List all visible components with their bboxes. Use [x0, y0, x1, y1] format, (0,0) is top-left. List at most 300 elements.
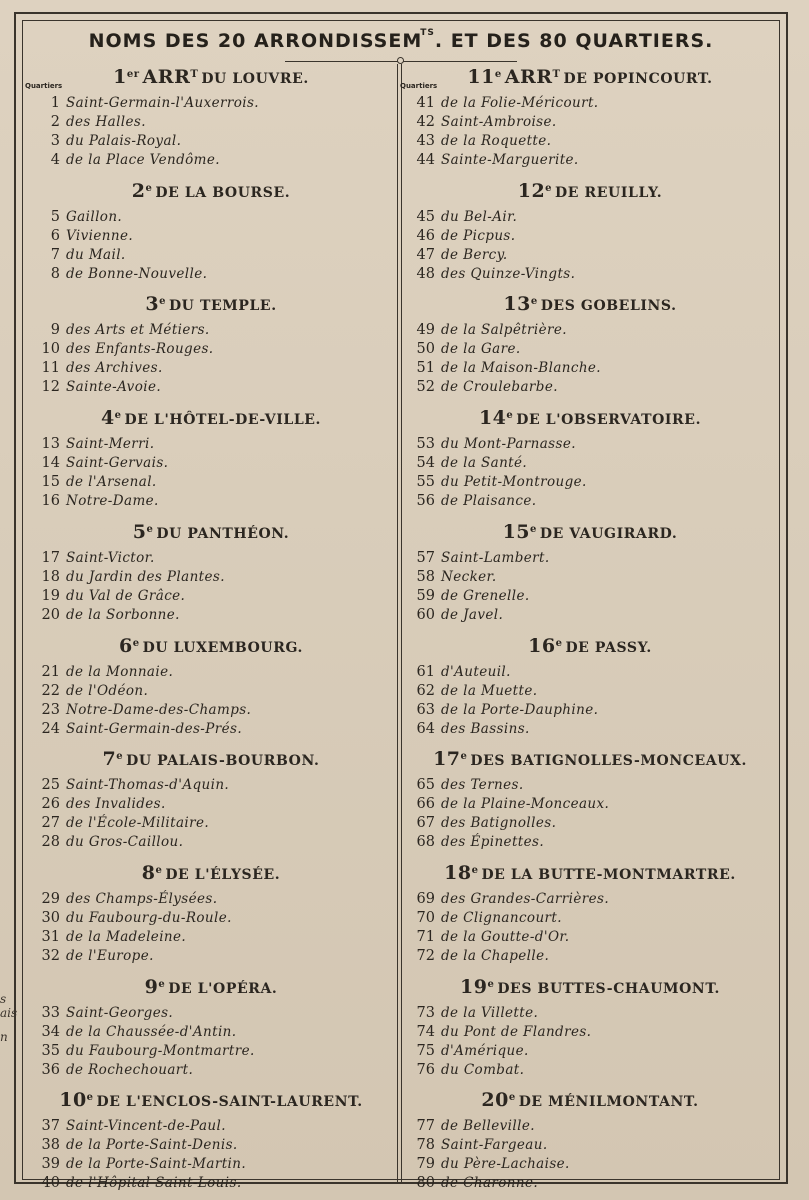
quartier-name: de la Porte-Saint-Denis.	[66, 1137, 238, 1154]
quartier-name: du Père-Lachaise.	[441, 1156, 570, 1173]
quartier-row	[405, 492, 775, 511]
arrondissement-name: DU TEMPLE.	[168, 298, 277, 315]
quartier-name: des Champs-Élysées.	[66, 890, 218, 907]
quartier-row	[30, 265, 392, 284]
quartier-number: 2	[50, 114, 60, 130]
arrondissement-heading	[405, 180, 775, 202]
arrondissement-name: DU LUXEMBOURG.	[142, 639, 303, 656]
quartier-number: 19	[41, 587, 60, 604]
quartier-name: Saint-Ambroise.	[441, 114, 557, 130]
arrondissement-block	[30, 635, 392, 745]
quartier-list	[30, 208, 392, 284]
quartier-row	[30, 227, 392, 246]
arrondissement-heading	[30, 407, 392, 429]
quartier-list	[30, 94, 392, 170]
arrondissement-ordinal: e	[155, 864, 163, 876]
title-sup: TS	[420, 28, 435, 38]
quartier-name: de la Muette.	[441, 682, 538, 699]
quartier-list	[405, 435, 775, 511]
quartier-number: 77	[416, 1118, 435, 1135]
quartier-number: 63	[416, 701, 435, 718]
quartier-number: 22	[41, 682, 60, 699]
quartier-name: de Picpus.	[441, 227, 516, 244]
quartier-list	[405, 890, 775, 966]
quartier-row	[405, 663, 775, 682]
quartier-list	[405, 94, 775, 170]
quartier-number: 46	[416, 227, 435, 244]
quartier-number: 5	[50, 208, 60, 225]
quartier-row	[405, 776, 775, 795]
arrondissement-block	[30, 748, 392, 858]
arrondissement-name: DE L'ENCLOS-SAINT-LAURENT.	[96, 1094, 363, 1111]
column-divider	[397, 64, 402, 1184]
quartier-name: des Arts et Métiers.	[66, 322, 210, 339]
quartier-name: du Combat.	[441, 1061, 525, 1078]
quartier-name: Saint-Thomas-d'Aquin.	[66, 777, 230, 794]
arrondissement-heading	[405, 976, 775, 998]
quartier-name: Notre-Dame-des-Champs.	[66, 701, 252, 718]
arrondissement-ordinal: e	[114, 410, 122, 422]
arrondissement-number: 11	[467, 66, 495, 88]
arrondissement-heading	[405, 862, 775, 884]
quartier-row	[405, 246, 775, 265]
quartier-row	[30, 928, 392, 947]
quartier-row	[405, 701, 775, 720]
quartier-row	[405, 720, 775, 739]
quartier-name: de la Villette.	[441, 1004, 539, 1021]
quartier-list	[30, 435, 392, 511]
arrondissement-heading	[405, 521, 775, 543]
quartier-name: de la Chapelle.	[441, 947, 550, 964]
arrondissement-heading	[405, 407, 775, 429]
quartier-name: des Batignolles.	[441, 815, 557, 832]
quartier-number: 37	[41, 1118, 60, 1135]
quartier-name: de Rochechouart.	[66, 1061, 194, 1078]
quartier-row	[405, 814, 775, 833]
quartier-number: 51	[416, 360, 435, 377]
quartier-number: 29	[41, 890, 60, 907]
arrondissement-ordinal: e	[471, 864, 479, 876]
quartier-number: 12	[41, 379, 60, 396]
quartier-name: de Bercy.	[441, 246, 508, 263]
quartier-number: 52	[416, 379, 435, 396]
quartier-row	[405, 265, 775, 284]
quartier-row	[30, 1042, 392, 1061]
arrondissement-ordinal: e	[460, 751, 468, 763]
quartier-name: de Clignancourt.	[441, 909, 562, 926]
quartier-row	[405, 568, 775, 587]
arrondissement-block	[30, 862, 392, 972]
quartier-row	[30, 1004, 392, 1023]
arrondissement-heading	[30, 862, 392, 884]
arrondissement-name: DE LA BUTTE-MONTMARTRE.	[481, 866, 736, 883]
quartier-number: 69	[416, 890, 435, 907]
quartier-name: Saint-Vincent-de-Paul.	[66, 1118, 226, 1135]
quartier-row	[405, 1155, 775, 1174]
quartier-name: du Gros-Caillou.	[66, 834, 184, 851]
arrondissement-ordinal: e	[494, 69, 502, 80]
arrondissement-name: DE L'OPÉRA.	[168, 980, 278, 997]
arrondissement-number: 10	[59, 1089, 87, 1112]
quartier-row	[405, 1004, 775, 1023]
arrondissement-heading	[405, 66, 775, 88]
arrondissement-block	[30, 976, 392, 1086]
quartier-name: du Pont de Flandres.	[441, 1023, 592, 1040]
quartier-name: du Faubourg-du-Roule.	[66, 909, 232, 926]
quartier-number: 44	[416, 152, 435, 168]
quartier-name: des Invalides.	[66, 796, 166, 813]
quartier-row	[30, 151, 392, 170]
quartier-number: 18	[41, 568, 60, 585]
page-title	[22, 28, 780, 52]
quartier-name: de la Porte-Dauphine.	[441, 701, 599, 718]
quartier-name: des Halles.	[66, 114, 146, 130]
quartier-number: 67	[416, 815, 435, 832]
quartier-number: 49	[416, 322, 435, 339]
arrondissement-heading	[30, 293, 392, 315]
quartier-number: 53	[416, 436, 435, 453]
quartier-number: 28	[41, 834, 60, 851]
quartier-number: 68	[416, 834, 435, 851]
margin-fragment-2: ais	[0, 1006, 18, 1020]
arrondissement-name: DE LA BOURSE.	[155, 184, 291, 201]
arrondissement-block	[25, 66, 392, 176]
quartier-number: 4	[50, 152, 60, 168]
quartier-number: 35	[41, 1042, 60, 1059]
quartier-row	[30, 1061, 392, 1080]
arrondissement-block	[30, 407, 392, 517]
quartier-number: 24	[41, 720, 60, 737]
quartier-row	[405, 1117, 775, 1136]
arrondissement-number: 2	[131, 179, 146, 202]
quartier-number: 80	[416, 1175, 435, 1192]
quartier-row	[405, 947, 775, 966]
arrondissement-heading	[30, 635, 392, 657]
quartier-number: 61	[416, 663, 435, 680]
quartier-number: 8	[50, 265, 60, 282]
arrondissement-heading	[405, 635, 775, 657]
quartier-number: 72	[416, 947, 435, 964]
quartier-list	[30, 776, 392, 852]
arrondissement-block	[30, 1089, 392, 1199]
quartier-number: 58	[416, 568, 435, 585]
quartier-name: de la Maison-Blanche.	[441, 360, 601, 377]
quartier-row	[30, 947, 392, 966]
arrondissement-number: 19	[459, 975, 488, 998]
quartier-number: 73	[416, 1004, 435, 1021]
arrondissement-name: DU PANTHÉON.	[156, 525, 290, 542]
arrondissement-name: DU PALAIS-BOURBON.	[126, 753, 320, 770]
quartier-row	[30, 473, 392, 492]
quartier-name: d'Amérique.	[441, 1042, 529, 1059]
arrondissement-name: DES GOBELINS.	[540, 298, 677, 315]
quartier-row	[405, 1023, 775, 1042]
quartier-row	[405, 833, 775, 852]
quartier-name: de Belleville.	[441, 1118, 535, 1135]
quartier-number: 59	[416, 587, 435, 604]
margin-fragment-3: n	[0, 1030, 8, 1044]
quartier-row	[405, 549, 775, 568]
quartier-name: de l'Europe.	[66, 947, 154, 964]
quartier-name: du Bel-Air.	[441, 208, 518, 225]
quartier-row	[30, 94, 392, 113]
quartier-row	[405, 928, 775, 947]
arrondissement-number: 20	[481, 1089, 509, 1112]
arrondissement-number: 7	[102, 748, 117, 771]
arrondissement-heading	[30, 180, 392, 202]
quartier-name: Sainte-Marguerite.	[441, 152, 579, 168]
quartier-number: 30	[41, 909, 60, 926]
quartier-name: Saint-Lambert.	[441, 549, 550, 566]
quartier-name: du Palais-Royal.	[66, 133, 182, 149]
arrondissement-ordinal: e	[555, 637, 563, 649]
quartier-row	[405, 151, 775, 170]
arrondissement-name: DES BUTTES-CHAUMONT.	[497, 980, 721, 997]
quartier-row	[405, 340, 775, 359]
quartier-name: de l'Odéon.	[66, 682, 149, 699]
quartiers-label: Quartiers	[400, 82, 438, 90]
arrondissement-block	[30, 521, 392, 631]
quartier-name: Saint-Gervais.	[66, 455, 169, 472]
quartier-row	[30, 682, 392, 701]
quartier-row	[30, 208, 392, 227]
arrondissement-block	[405, 293, 775, 403]
quartier-number: 10	[41, 341, 60, 358]
arrondissement-number: 14	[478, 407, 507, 430]
arrondissement-heading	[405, 1089, 775, 1111]
quartier-row	[30, 1023, 392, 1042]
arrondissement-abbrev-sup: T	[552, 69, 561, 80]
quartier-name: de Plaisance.	[441, 493, 537, 510]
quartier-row	[30, 890, 392, 909]
quartier-name: des Épinettes.	[441, 834, 545, 851]
quartier-number: 3	[50, 133, 60, 149]
quartier-list	[405, 208, 775, 284]
quartier-number: 78	[416, 1137, 435, 1154]
arrondissement-heading	[30, 748, 392, 770]
quartier-number: 6	[50, 227, 60, 244]
quartier-number: 13	[41, 436, 60, 453]
quartier-list	[30, 549, 392, 625]
arrondissement-block	[405, 976, 775, 1086]
quartier-name: des Archives.	[66, 360, 163, 377]
quartier-row	[405, 378, 775, 397]
arrondissement-abbrev-sup: T	[190, 69, 199, 80]
quartier-row	[30, 340, 392, 359]
quartier-number: 57	[416, 549, 435, 566]
quartier-name: des Bassins.	[441, 720, 530, 737]
quartiers-label: Quartiers	[25, 82, 63, 90]
arrondissement-number: 4	[100, 407, 115, 430]
quartier-number: 48	[416, 265, 435, 282]
quartier-name: des Grandes-Carrières.	[441, 890, 610, 907]
arrondissement-number: 18	[444, 861, 472, 884]
arrondissement-ordinal: e	[146, 523, 154, 535]
arrondissement-number: 15	[502, 520, 531, 543]
quartier-number: 76	[416, 1061, 435, 1078]
quartier-name: de Grenelle.	[441, 587, 530, 604]
quartier-row	[30, 246, 392, 265]
arrondissement-name: DE REUILLY.	[555, 184, 663, 201]
quartier-name: Necker.	[441, 568, 497, 585]
quartier-number: 16	[41, 493, 60, 510]
quartier-list	[30, 890, 392, 966]
quartier-row	[30, 587, 392, 606]
quartier-row	[405, 208, 775, 227]
arrondissement-heading	[30, 1089, 392, 1111]
quartier-row	[405, 473, 775, 492]
quartier-row	[405, 94, 775, 113]
quartier-list	[30, 1117, 392, 1193]
quartier-row	[405, 227, 775, 246]
arrondissement-number: 17	[433, 748, 461, 771]
quartier-name: de Javel.	[441, 606, 504, 623]
quartier-number: 47	[416, 246, 435, 263]
arrondissement-number: 5	[132, 520, 147, 543]
arrondissement-ordinal: e	[508, 1092, 516, 1104]
arrondissement-ordinal: e	[159, 296, 166, 308]
quartier-row	[30, 1136, 392, 1155]
arrondissement-ordinal: e	[86, 1092, 94, 1104]
quartier-number: 15	[41, 474, 60, 491]
quartier-row	[30, 568, 392, 587]
quartier-name: de l'Arsenal.	[66, 474, 157, 491]
quartier-name: de la Porte-Saint-Martin.	[66, 1156, 247, 1173]
arrondissement-block	[405, 407, 775, 517]
quartier-list	[405, 549, 775, 625]
quartier-row	[405, 454, 775, 473]
arrondissement-ordinal: e	[158, 978, 166, 990]
arrondissement-number: 6	[118, 634, 133, 657]
quartier-name: de Bonne-Nouvelle.	[66, 265, 208, 282]
arrondissement-name: DU LOUVRE.	[201, 71, 309, 87]
quartier-row	[405, 1061, 775, 1080]
quartier-name: Saint-Georges.	[66, 1004, 174, 1021]
quartier-number: 17	[41, 549, 60, 566]
arrondissement-heading	[405, 293, 775, 315]
arrondissement-name: DE L'OBSERVATOIRE.	[516, 412, 702, 429]
quartier-name: des Quinze-Vingts.	[441, 265, 576, 282]
arrondissement-name: DES BATIGNOLLES-MONCEAUX.	[470, 753, 747, 770]
quartier-row	[405, 132, 775, 151]
quartier-row	[405, 587, 775, 606]
quartier-name: de la Gare.	[441, 341, 521, 358]
quartier-row	[405, 909, 775, 928]
quartier-number: 21	[41, 663, 60, 680]
quartier-row	[30, 359, 392, 378]
arrondissement-ordinal: e	[530, 296, 538, 308]
arrondissement-ordinal: e	[132, 637, 140, 649]
quartier-row	[30, 701, 392, 720]
arrondissement-number: 16	[528, 634, 556, 657]
quartier-row	[30, 113, 392, 132]
quartier-list	[405, 1004, 775, 1080]
quartier-number: 20	[41, 606, 60, 623]
quartier-number: 41	[416, 95, 435, 111]
arrondissement-block	[400, 66, 775, 176]
quartier-name: Notre-Dame.	[66, 493, 159, 510]
quartier-name: Gaillon.	[66, 208, 123, 225]
quartier-name: Vivienne.	[66, 227, 134, 244]
quartier-name: Saint-Germain-des-Prés.	[66, 720, 243, 737]
quartier-row	[405, 113, 775, 132]
quartier-row	[30, 378, 392, 397]
arrondissement-name: DE L'ÉLYSÉE.	[165, 866, 281, 883]
quartier-number: 25	[41, 777, 60, 794]
quartier-row	[405, 359, 775, 378]
quartier-number: 9	[50, 322, 60, 339]
quartier-number: 40	[41, 1175, 60, 1192]
arrondissement-ordinal: e	[116, 751, 124, 763]
margin-fragment-1: s	[0, 992, 7, 1006]
quartier-number: 45	[416, 208, 435, 225]
quartier-row	[30, 814, 392, 833]
arrondissement-name: DE VAUGIRARD.	[539, 525, 678, 542]
arrondissement-name: DE PASSY.	[565, 639, 652, 656]
quartier-row	[30, 454, 392, 473]
quartier-row	[405, 321, 775, 340]
quartier-name: de l'Hôpital Saint-Louis.	[66, 1175, 242, 1192]
arrondissement-block	[405, 1089, 775, 1199]
arrondissement-ordinal: e	[545, 182, 553, 194]
quartier-row	[30, 663, 392, 682]
quartier-name: Saint-Fargeau.	[441, 1137, 548, 1154]
quartier-list	[405, 321, 775, 397]
arrondissement-block	[405, 862, 775, 972]
quartier-name: Saint-Victor.	[66, 549, 155, 566]
quartier-list	[405, 1117, 775, 1193]
quartier-row	[30, 1117, 392, 1136]
quartier-name: de la Place Vendôme.	[66, 152, 220, 168]
arrondissement-number: 1	[113, 66, 127, 88]
quartier-number: 66	[416, 796, 435, 813]
arrondissement-block	[405, 748, 775, 858]
quartier-name: de la Sorbonne.	[66, 606, 180, 623]
quartier-number: 50	[416, 341, 435, 358]
arrondissement-ordinal: er	[126, 69, 140, 80]
arrondissement-number: 13	[503, 293, 531, 316]
arrondissement-block	[405, 180, 775, 290]
arrondissement-heading	[30, 976, 392, 998]
quartier-row	[405, 435, 775, 454]
arrondissement-number: 9	[144, 975, 159, 998]
arrondissement-ordinal: e	[530, 523, 537, 535]
quartier-row	[30, 549, 392, 568]
quartier-name: de la Roquette.	[441, 133, 552, 149]
quartier-row	[30, 833, 392, 852]
quartier-number: 1	[50, 95, 60, 111]
quartier-number: 71	[416, 928, 435, 945]
title-ornament-icon	[397, 57, 404, 64]
arrondissement-heading	[30, 521, 392, 543]
quartier-number: 55	[416, 474, 435, 491]
quartier-number: 60	[416, 606, 435, 623]
quartier-number: 11	[41, 360, 60, 377]
quartier-name: du Jardin des Plantes.	[66, 568, 225, 585]
arrondissement-block	[405, 635, 775, 745]
quartier-row	[30, 720, 392, 739]
quartier-row	[405, 1042, 775, 1061]
quartier-name: de l'École-Militaire.	[66, 815, 210, 832]
quartier-number: 27	[41, 815, 60, 832]
quartier-number: 70	[416, 909, 435, 926]
quartier-row	[30, 435, 392, 454]
arrondissement-ordinal: e	[145, 182, 153, 194]
quartier-row	[30, 795, 392, 814]
quartier-list	[405, 776, 775, 852]
quartier-number: 34	[41, 1023, 60, 1040]
quartier-name: d'Auteuil.	[441, 663, 511, 680]
